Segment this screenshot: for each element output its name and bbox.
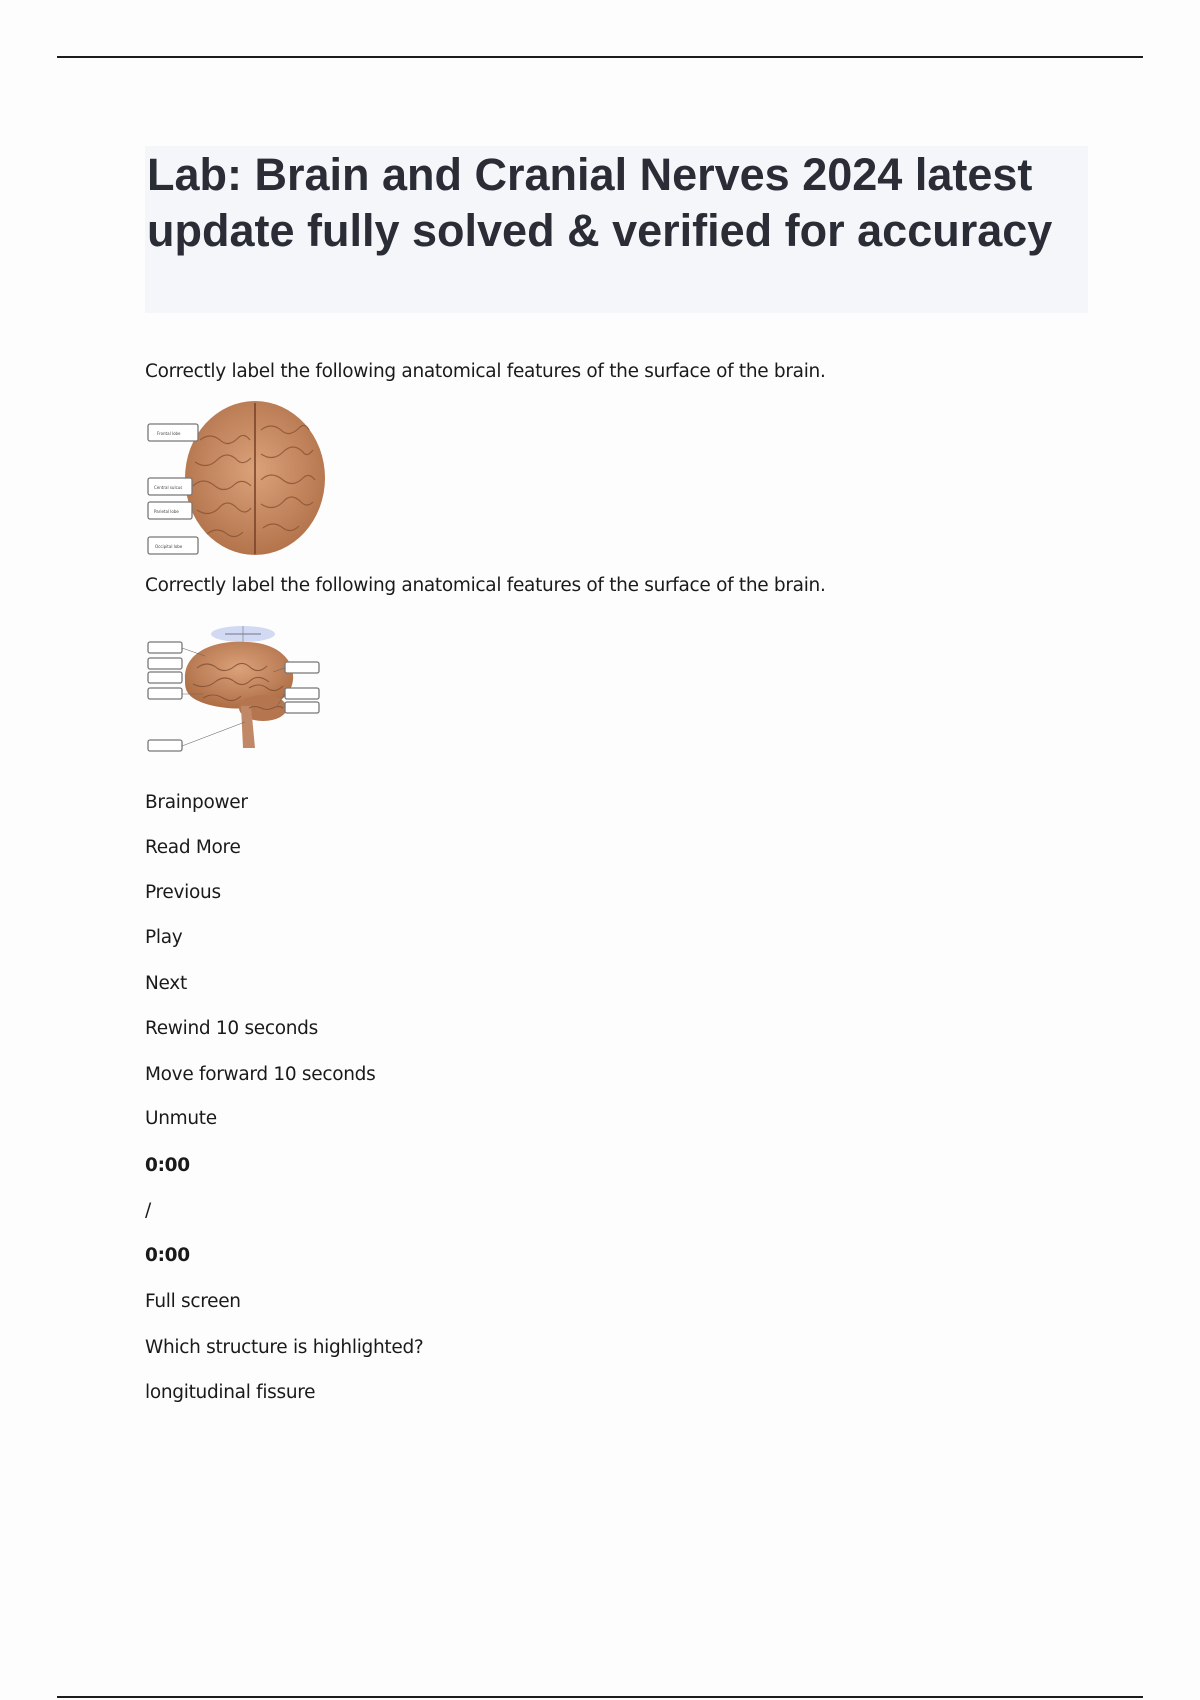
figure-label-box <box>285 688 319 699</box>
question-2-prompt: Correctly label the following anatomical features of the surface of the brain. <box>145 575 826 596</box>
figure-label-box <box>285 702 319 713</box>
figure-label-box <box>148 688 182 699</box>
brain-superior-view-figure <box>145 400 327 558</box>
figure-label-box <box>148 672 182 683</box>
figure-label-box <box>285 662 319 673</box>
figure-label-box <box>148 658 182 669</box>
figure-label-box <box>148 740 182 751</box>
duration-time: 0:00 <box>145 1245 190 1266</box>
top-rule <box>57 56 1143 58</box>
question-3-answer: longitudinal fissure <box>145 1382 316 1403</box>
question-3-prompt: Which structure is highlighted? <box>145 1337 424 1358</box>
read-more-link[interactable]: Read More <box>145 837 241 858</box>
forward-button[interactable]: Move forward 10 seconds <box>145 1064 376 1085</box>
question-1-prompt: Correctly label the following anatomical features of the surface of the brain. <box>145 361 826 382</box>
current-time: 0:00 <box>145 1155 190 1176</box>
play-button[interactable]: Play <box>145 927 183 948</box>
page-title: Lab: Brain and Cranial Nerves 2024 latest update fully solved & verified for accuracy <box>147 149 1053 256</box>
next-button[interactable]: Next <box>145 973 187 994</box>
figure-label-box <box>148 642 182 653</box>
previous-button[interactable]: Previous <box>145 882 221 903</box>
figure-label-text: Central sulcus <box>154 485 183 490</box>
figure-label-text: Frontal lobe <box>157 431 181 436</box>
player-brand: Brainpower <box>145 792 248 813</box>
unmute-button[interactable]: Unmute <box>145 1108 217 1129</box>
bottom-rule <box>57 1696 1143 1698</box>
brain-lateral-view-figure <box>145 622 327 758</box>
figure-label-text: Occipital lobe <box>155 544 183 549</box>
rewind-button[interactable]: Rewind 10 seconds <box>145 1018 318 1039</box>
figure-label-text: Parietal lobe <box>154 509 179 514</box>
time-separator: / <box>145 1200 151 1221</box>
title-block <box>145 146 1088 313</box>
fullscreen-button[interactable]: Full screen <box>145 1291 241 1312</box>
